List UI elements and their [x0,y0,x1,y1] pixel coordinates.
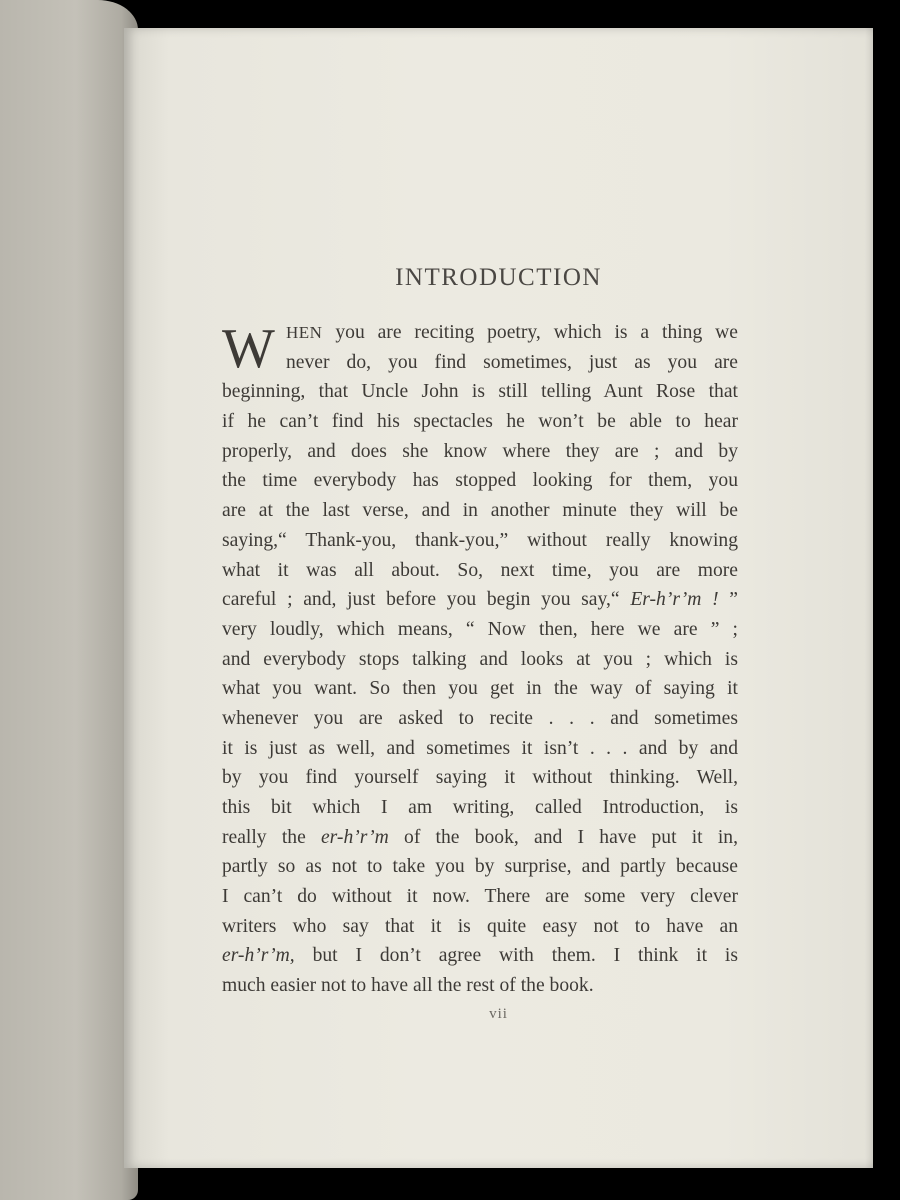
left-page-edge [0,0,138,1200]
opening-word: HEN [286,323,323,342]
text-line: if he can’t find his spectacles he won’t be able to hear [222,411,738,433]
text-line [222,941,738,971]
text-line: are at the last verse, and in another minute they will be [222,500,738,522]
text-line-content: careful ; and, just before you begin you say,“ [222,589,631,611]
text-line [222,585,738,615]
text-line: it is just as well, and sometimes it isn’t . . . and by and [222,737,738,759]
text-line-content: really the [222,826,321,848]
text-line: very loudly, which means, “ Now then, here we are ” ; [222,618,738,640]
italic-phrase: er-h’r’m [320,826,389,848]
text-line: whenever you are asked to recite . . . and sometimes [222,707,738,729]
text-line-content: of the book, and I have put it in, [388,826,738,848]
drop-cap: W [222,318,275,380]
text-line-content: you are reciting poetry, which is a thing we [335,322,739,343]
text-line: the time everybody has stopped looking for them, you [222,470,738,492]
text-line: properly, and does she know where they are ; and by [222,440,738,462]
book-page [124,28,873,1168]
text-line: and everybody stops talking and looks at you ; which is [222,648,738,670]
text-line: never do, you find sometimes, just as you are [286,351,738,373]
text-line: I can’t do without it now. There are some very clever [222,886,738,908]
text-line: writers who say that it is quite easy not to have an [222,915,738,937]
text-line-content: ” [718,589,738,611]
text-line: this bit which I am writing, called Introduction, is [222,797,738,818]
text-line: much easier not to have all the rest of the book. [222,975,594,997]
body-text [222,318,738,1001]
italic-phrase: er-h’r’m, [222,945,295,967]
text-line-content: but I don’t agree with them. I think it is [294,945,738,967]
text-line: what it was all about. So, next time, you are more [222,559,738,581]
text-line: saying,“ Thank-you, thank-you,” without really knowing [222,529,738,551]
text-line [222,318,738,348]
page-number: vii [489,1006,508,1022]
chapter-title: INTRODUCTION [395,264,602,291]
page-edge-shadow [865,28,873,1168]
text-line: beginning, that Uncle John is still telling Aunt Rose that [222,381,738,403]
text-line: partly so as not to take you by surprise, and partly because [222,856,738,878]
text-line [222,823,738,853]
italic-phrase: Er-h’r’m ! [630,589,719,611]
text-line: by you find yourself saying it without thinking. Well, [222,767,738,789]
text-line: what you want. So then you get in the way of saying it [222,678,738,700]
